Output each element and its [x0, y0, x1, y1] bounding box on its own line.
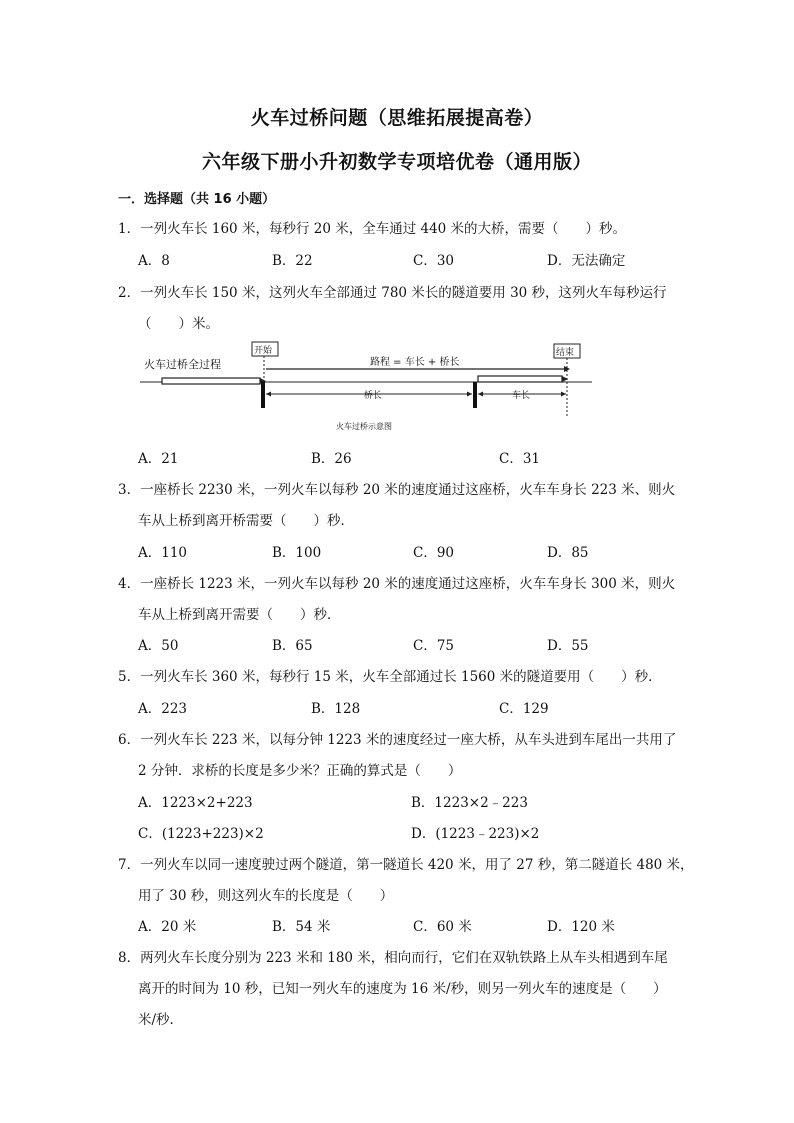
question-1-option-b: B．22 — [272, 253, 313, 269]
question-4-text-line-1: 4．一座桥长 1223 米，一列火车以每秒 20 米的速度通过这座桥，火车车身长 300 米，则火 — [118, 576, 676, 592]
document-subtitle: 六年级下册小升初数学专项培优卷（通用版） — [201, 151, 592, 173]
question-6-option-b: B．1223×2﹣223 — [411, 795, 528, 811]
section-heading: 一．选择题（共 16 小题） — [118, 192, 276, 207]
question-4-option-a: A．50 — [138, 638, 179, 654]
question-2-option-a: A．21 — [138, 451, 179, 467]
diagram-start-box: 开始 — [254, 346, 273, 356]
question-5-text: 5．一列火车长 360 米，每秒行 15 米，火车全部通过长 1560 米的隧道要用（ ）秒． — [118, 669, 662, 685]
question-5-option-a: A．223 — [138, 701, 188, 717]
question-8-text-line-3: 米/秒． — [138, 1012, 184, 1028]
question-7-text-line-2: 用了 30 秒，则这列火车的长度是（ ） — [138, 888, 394, 904]
question-7-option-d: D．120 米 — [547, 919, 615, 935]
question-6-text-line-1: 6．一列火车长 223 米，以每分钟 1223 米的速度经过一座大桥，从车头进到车尾出一共用了 — [118, 732, 677, 748]
question-3-text-line-1: 3．一座桥长 2230 米，一列火车以每秒 20 米的速度通过这座桥，火车车身长 223 米、则火 — [118, 482, 676, 498]
question-7-text-line-1: 7．一列火车以同一速度驶过两个隧道，第一隧道长 420 米，用了 27 秒，第二隧道长 480 米， — [118, 857, 694, 873]
question-2-text-line-1: 2．一列火车长 150 米，这列火车全部通过 780 米长的隧道要用 30 秒，这列火车每秒运行 — [118, 285, 667, 301]
diagram-train-label: 车长 — [512, 391, 531, 401]
question-2-option-c: C．31 — [499, 451, 541, 467]
question-8-text-line-1: 8．两列火车长度分别为 223 米和 180 米，相向而行，它们在双轨铁路上从车头相遇到车尾 — [118, 950, 668, 966]
question-3-option-d: D．85 — [547, 545, 589, 561]
question-6-option-a: A．1223×2+223 — [138, 795, 253, 811]
question-7-option-b: B．54 米 — [272, 919, 331, 935]
question-1-text: 1．一列火车长 160 米，每秒行 20 米，全车通过 440 米的大桥，需要（ ）秒。 — [118, 221, 627, 237]
question-3-option-c: C．90 — [413, 545, 455, 561]
train-bridge-diagram — [140, 338, 600, 434]
question-7-option-a: A．20 米 — [138, 919, 197, 935]
question-6-text-line-2: 2 分钟．求桥的长度是多少米？正确的算式是（ ） — [138, 763, 462, 779]
diagram-end-box: 结束 — [556, 348, 575, 358]
diagram-left-label: 火车过桥全过程 — [144, 358, 221, 371]
question-3-text-line-2: 车从上桥到离开桥需要（ ）秒． — [138, 513, 354, 529]
question-6-option-c: C．(1223+223)×2 — [138, 826, 264, 842]
question-8-text-line-2: 离开的时间为 10 秒，已知一列火车的速度为 16 米/秒，则另一列火车的速度是（ ） — [138, 981, 667, 997]
question-1-option-a: A．8 — [138, 253, 170, 269]
question-3-option-a: A．110 — [138, 545, 188, 561]
diagram-caption: 火车过桥示意图 — [336, 422, 392, 431]
question-4-option-d: D．55 — [547, 638, 589, 654]
question-1-option-d: D．无法确定 — [547, 253, 626, 269]
question-2-text-line-2: （ ）米。 — [138, 316, 219, 332]
question-7-option-c: C．60 米 — [413, 919, 472, 935]
question-4-option-c: C．75 — [413, 638, 455, 654]
question-6-option-d: D．(1223﹣223)×2 — [411, 826, 540, 842]
question-5-option-c: C．129 — [499, 701, 549, 717]
diagram-bridge-label: 桥长 — [364, 391, 383, 401]
document-title: 火车过桥问题（思维拓展提高卷） — [250, 107, 544, 129]
diagram-distance-label: 路程 = 车长 + 桥长 — [370, 357, 460, 368]
question-4-option-b: B．65 — [272, 638, 313, 654]
question-1-option-c: C．30 — [413, 253, 455, 269]
question-2-option-b: B．26 — [311, 451, 352, 467]
question-3-option-b: B．100 — [272, 545, 322, 561]
question-5-option-b: B．128 — [311, 701, 361, 717]
question-4-text-line-2: 车从上桥到离开需要（ ）秒． — [138, 607, 341, 623]
